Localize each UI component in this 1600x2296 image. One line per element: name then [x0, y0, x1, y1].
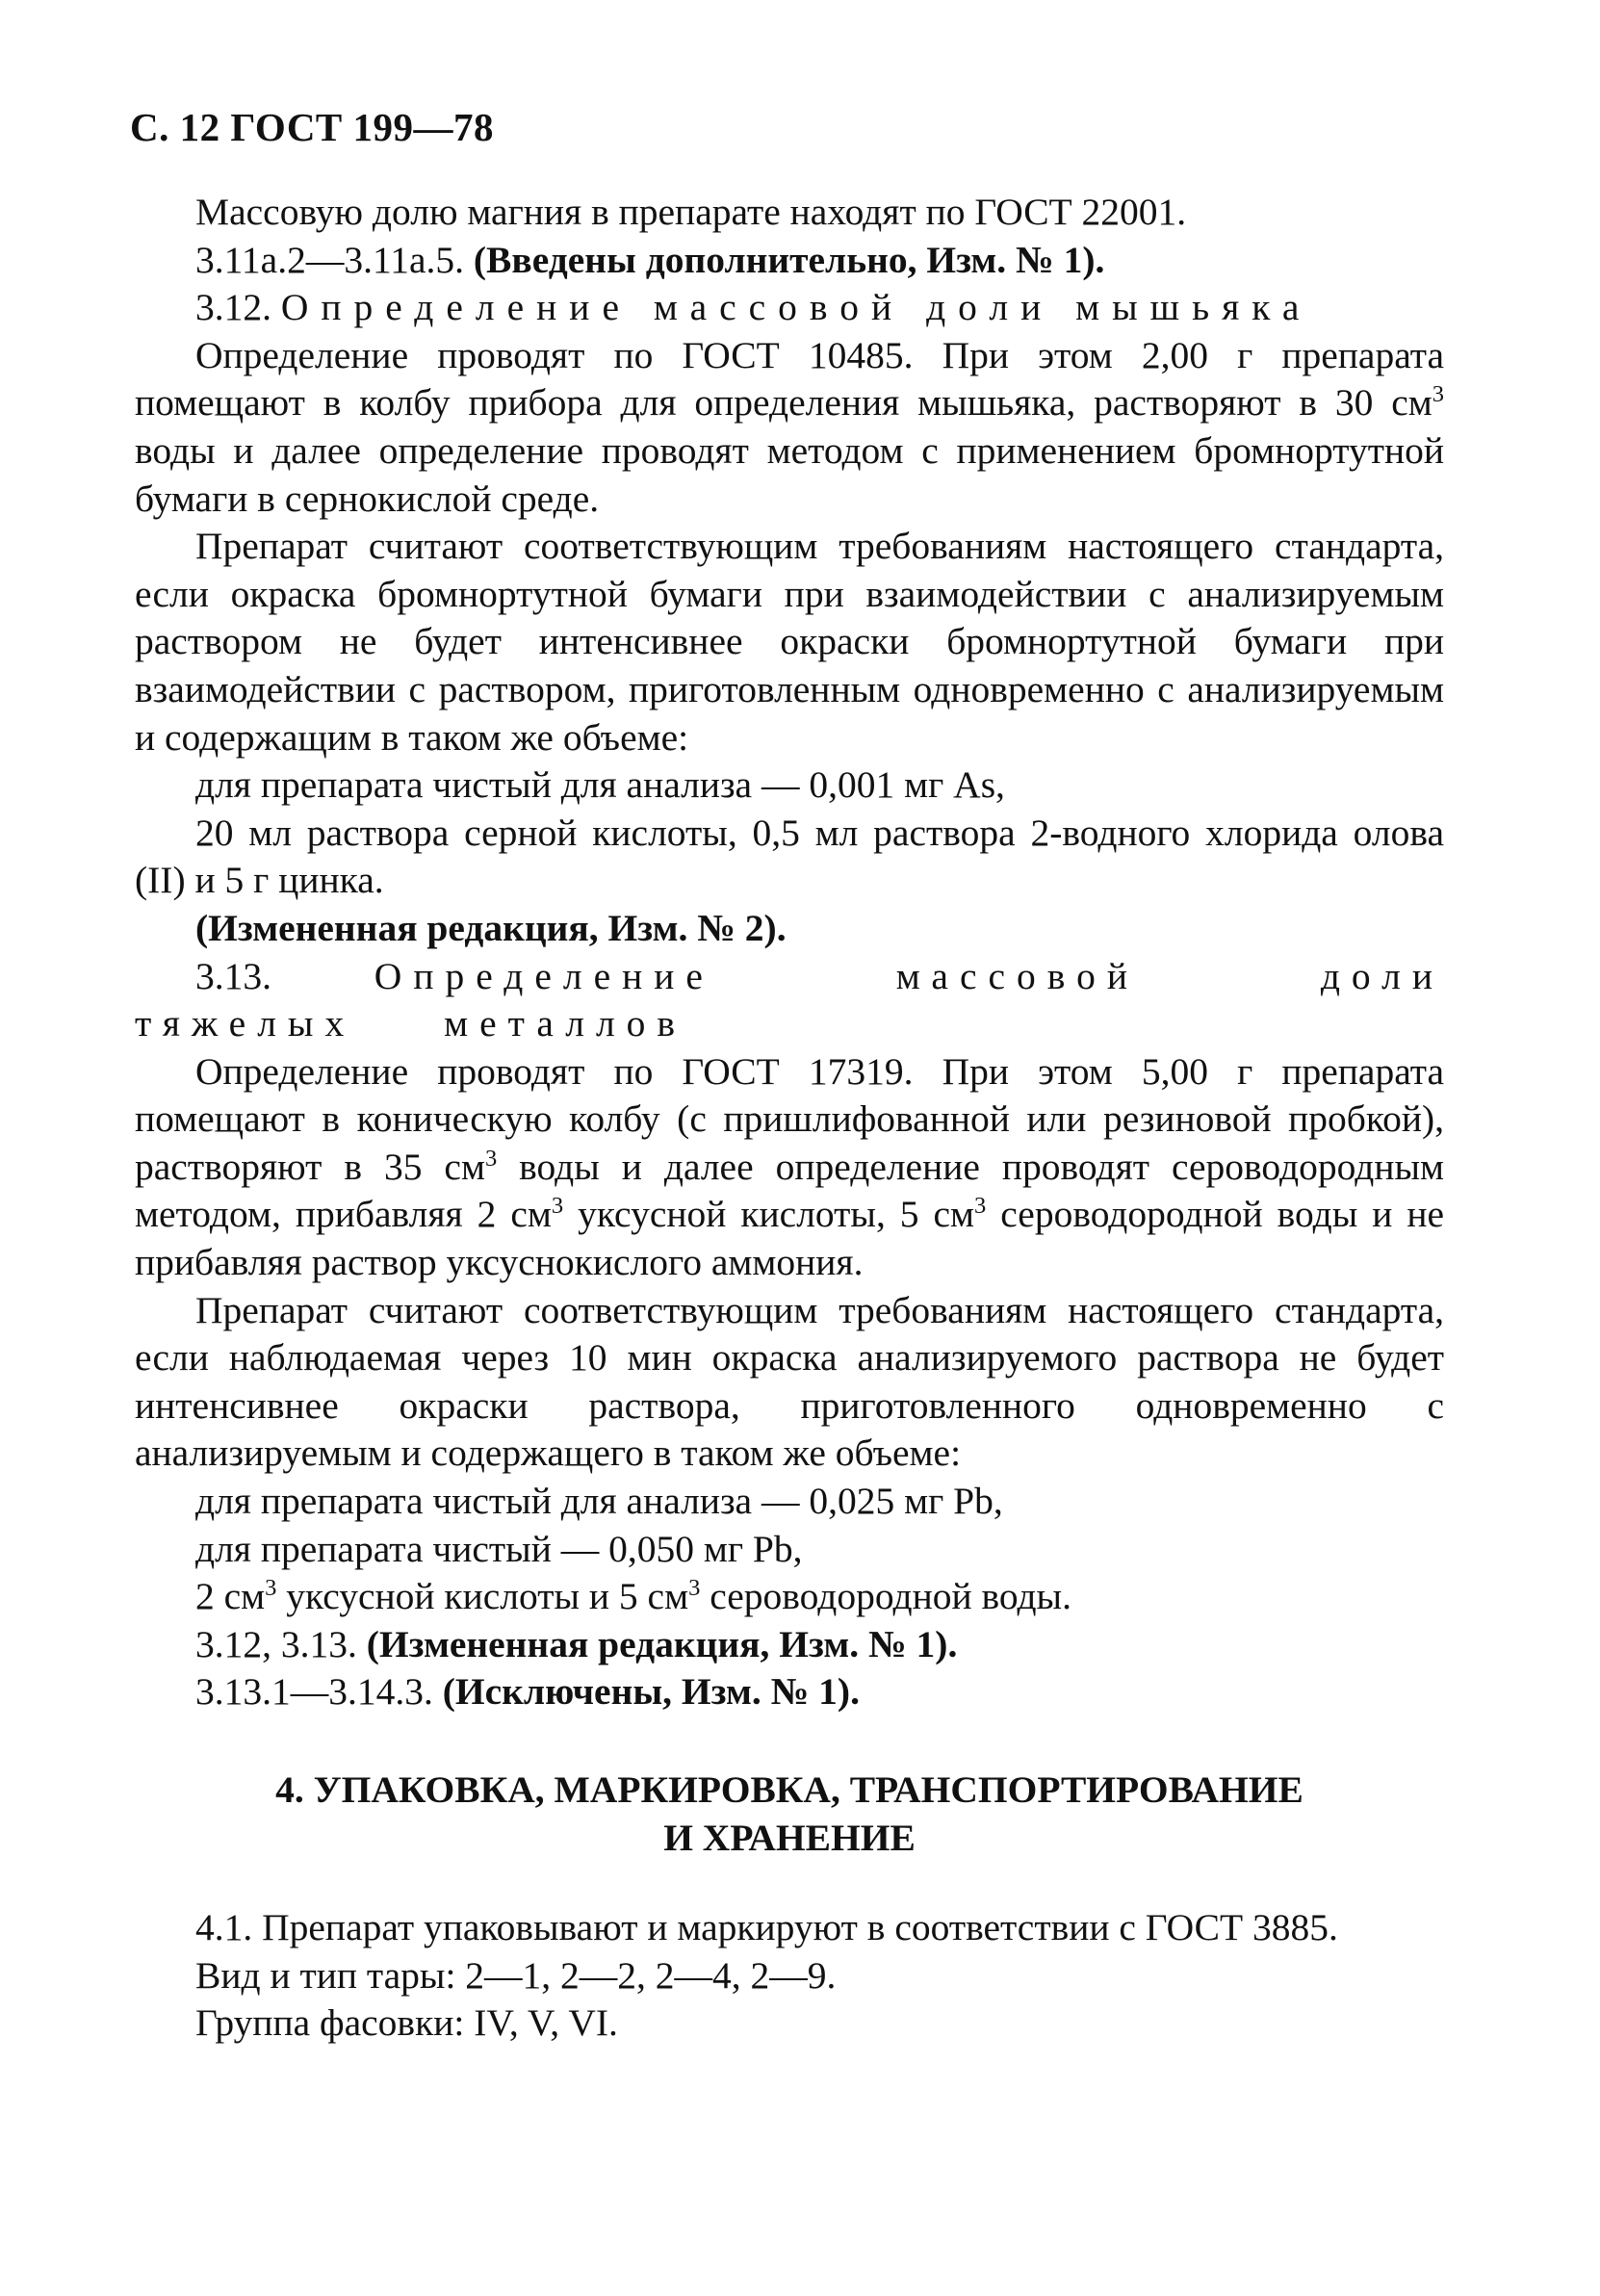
s313-p5-c: сероводородной воды. — [700, 1575, 1071, 1618]
section-4-title-line-2: И ХРАНЕНИЕ — [663, 1816, 916, 1859]
s313-p5-b: уксусной кислоты и 5 см — [276, 1575, 689, 1618]
superscript: 3 — [551, 1193, 564, 1220]
section-3-12-paragraph-1 — [135, 332, 1444, 523]
section-3-13-paragraph-3 — [135, 1478, 1444, 1526]
section-3-12-paragraph-2 — [135, 523, 1444, 761]
section-3-13-number: 3.13. — [195, 954, 374, 997]
superscript: 3 — [1432, 381, 1444, 408]
superscript: 3 — [974, 1193, 987, 1220]
exclusion-paragraph — [135, 1668, 1444, 1716]
superscript: 3 — [265, 1575, 277, 1602]
s312-p2-text: Препарат считают соответствующим требованиям настоящего стандарта, если окраска бромнортутной бумаги при взаимодействии с анализируемым раствором не будет интенсивнее окраски бромнортутной бумаги при взаимодействии с раствором, приготовленным одновременно с анализируемым и содержащим в таком же объеме: — [135, 525, 1444, 759]
s313-p1-d: сероводородной воды и не прибавляя раствор уксуснокислого аммония. — [135, 1193, 1444, 1284]
section-3-13-title: Определение массовой доли тяжелых металлов — [135, 954, 1444, 1045]
s313-p5-a: 2 см — [195, 1575, 266, 1618]
superscript: 3 — [688, 1575, 701, 1602]
amendment-3-12-3-13-paragraph — [135, 1621, 1444, 1669]
section-3-12-title: Определение массовой доли мышьяка — [280, 286, 1312, 329]
s313-p3-text: для препарата чистый для анализа — 0,025 мг Pb, — [195, 1480, 1003, 1523]
s312-p1-end: воды и далее определение проводят методом с применением бромнортутной бумаги в сернокислой среде. — [135, 428, 1444, 520]
s312-p1-text: Определение проводят по ГОСТ 10485. При этом 2,00 г препарата помещают в колбу прибора для определения мышьяка, растворяют в 30 см — [135, 333, 1444, 425]
section-4-paragraph-3 — [135, 1999, 1444, 2048]
section-3-13-heading — [135, 953, 1444, 1048]
s313-p1-c: уксусной кислоты, 5 см — [563, 1193, 975, 1236]
s313-p1-b: воды и далее определение проводят сероводородным методом, прибавляя 2 см — [135, 1145, 1445, 1236]
s4-p3-text: Группа фасовки: IV, V, VI. — [195, 2001, 618, 2045]
section-3-12-heading — [135, 284, 1444, 332]
section-3-12-paragraph-4 — [135, 810, 1444, 905]
section-4-title-line-1: 4. УПАКОВКА, МАРКИРОВКА, ТРАНСПОРТИРОВАНИЕ — [275, 1768, 1303, 1811]
s313-p2-text: Препарат считают соответствующим требованиям настоящего стандарта, если наблюдаемая через 10 мин окраска анализируемого раствора не будет интенсивнее окраски раствора, приготовленного одновременно с анализируемым и содержащего в таком же объеме: — [135, 1288, 1444, 1475]
spacer — [135, 1716, 1444, 1767]
section-3-13-paragraph-2 — [135, 1287, 1444, 1478]
s312-amend-text: (Измененная редакция, Изм. № 2). — [195, 906, 787, 949]
section-3-12-amendment — [135, 905, 1444, 953]
s313-p4-text: для препарата чистый — 0,050 мг Pb, — [195, 1527, 803, 1570]
spacer — [135, 1862, 1444, 1904]
section-3-12-paragraph-3 — [135, 761, 1444, 810]
section-4-paragraph-2 — [135, 1952, 1444, 2000]
section-3-13-paragraph-4 — [135, 1526, 1444, 1574]
exclusion-ref: 3.13.1—3.14.3. — [195, 1670, 443, 1714]
magnesium-text: Массовую долю магния в препарате находят по ГОСТ 22001. — [195, 191, 1187, 233]
amendment-3-12-3-13-note: (Измененная редакция, Изм. № 1). — [366, 1622, 958, 1665]
magnesium-paragraph — [135, 189, 1444, 237]
s312-p4-text: 20 мл раствора серной кислоты, 0,5 мл раствора 2-водного хлорида олова (II) и 5 г цинка. — [135, 811, 1444, 902]
amendment-3-12-3-13-ref: 3.12, 3.13. — [195, 1622, 367, 1665]
superscript: 3 — [484, 1145, 498, 1172]
amendment-11a-paragraph — [135, 237, 1444, 285]
s4-p2-text: Вид и тип тары: 2—1, 2—2, 2—4, 2—9. — [195, 1953, 837, 1997]
section-3-13-paragraph-1 — [135, 1048, 1444, 1287]
amendment-11a-note: (Введены дополнительно, Изм. № 1). — [473, 238, 1105, 281]
s4-p1-text: 4.1. Препарат упаковывают и маркируют в соответствии с ГОСТ 3885. — [195, 1906, 1338, 1949]
amendment-11a-ref: 3.11a.2—3.11a.5. — [195, 238, 474, 281]
exclusion-note: (Исключены, Изм. № 1). — [442, 1670, 860, 1714]
section-3-12-number: 3.12. — [195, 286, 281, 329]
s312-p3-text: для препарата чистый для анализа — 0,001 мг As, — [195, 763, 1005, 807]
section-4-paragraph-1 — [135, 1904, 1444, 1952]
section-3-13-paragraph-5 — [135, 1573, 1444, 1621]
page-header: С. 12 ГОСТ 199—78 — [130, 105, 495, 149]
s313-p1-a: Определение проводят по ГОСТ 17319. При этом 5,00 г препарата помещают в коническую колбу (с пришлифованной или резиновой пробкой), растворяют в 35 см — [135, 1049, 1444, 1188]
document-body — [135, 189, 1444, 2048]
